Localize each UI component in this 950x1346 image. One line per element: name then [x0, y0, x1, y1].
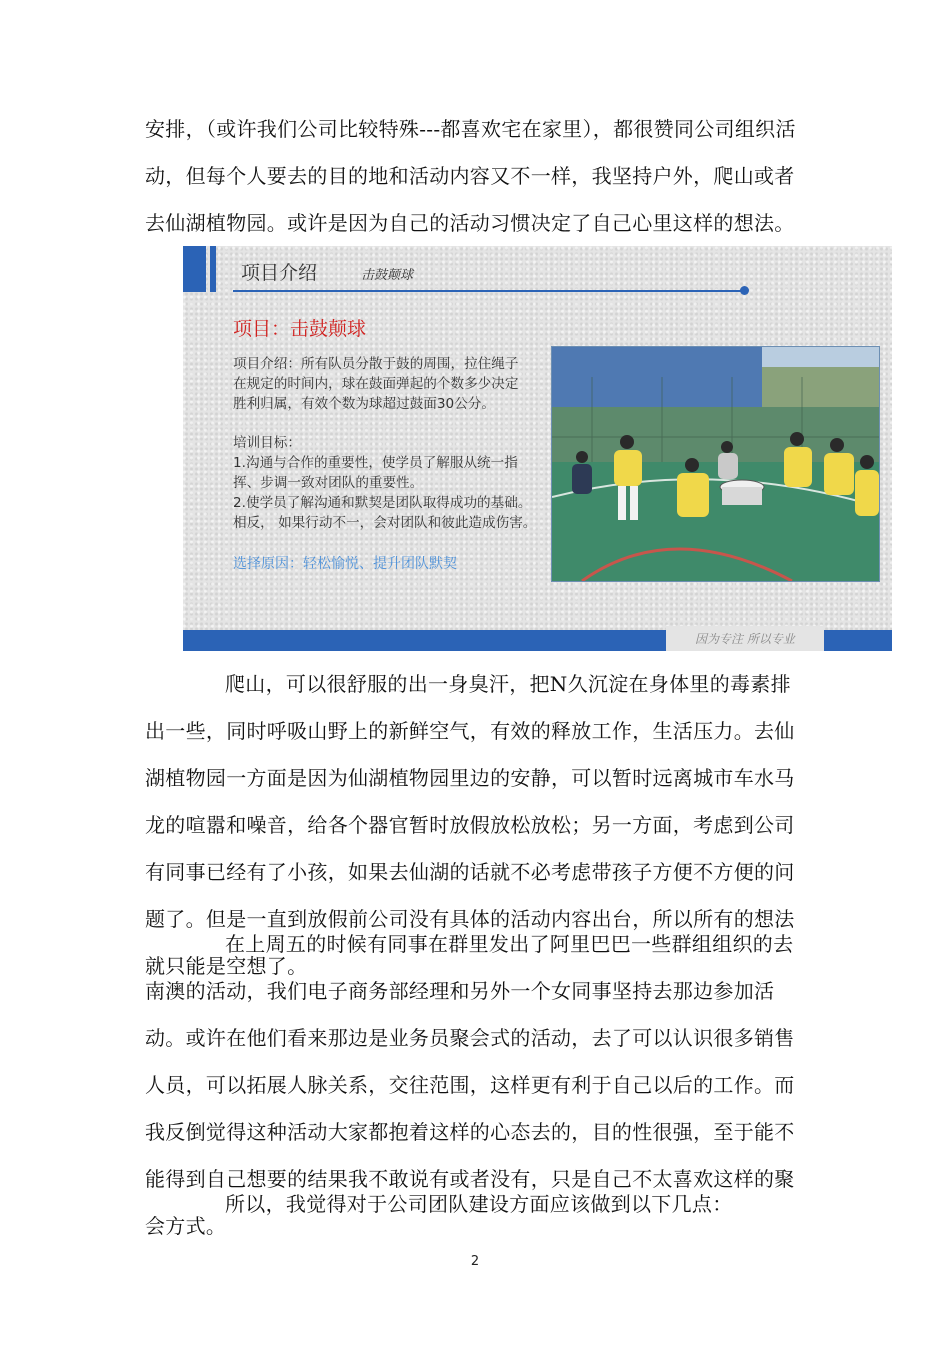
slide-description: 项目介绍：所有队员分散于鼓的周围，拉住绳子 在规定的时间内，球在鼓面弹起的个数多少决定 胜利归属，有效个数为球超过鼓面30公分。 — [233, 356, 519, 412]
team-activity-photo — [551, 346, 880, 582]
slide-header-rule — [233, 290, 746, 292]
slide-reason: 选择原因：轻松愉悦、提升团队默契 — [233, 556, 457, 572]
slide-header-subtitle: 击鼓颠球 — [361, 268, 414, 283]
paragraph-1: 安排，（或许我们公司比较特殊---都喜欢宅在家里），都很赞同公司组织活动，但每个人要去的目的地和活动内容又不一样，我坚持户外，爬山或者去仙湖植物园。或许是因为自己的活动习惯决定了自己心里这样的想法。 — [145, 117, 796, 235]
slide-footer-slogan: 因为专注 所以专业 — [695, 632, 795, 646]
embedded-slide-image — [183, 246, 892, 651]
slide-training-goals: 培训目标： 1.沟通与合作的重要性，使学员了解服从统一指 挥、步调一致对团队的重要性。 2.使学员了解沟通和默契是团队取得成功的基础。 相反， 如果行动不一，会对团队和彼此造成伤害。 — [233, 435, 537, 531]
page-number: 2 — [470, 1254, 480, 1269]
slide-accent-bar — [183, 246, 206, 292]
slide-header-title: 项目介绍 — [241, 262, 318, 284]
photo-illustration — [552, 347, 879, 581]
paragraph-2: 爬山，可以很舒服的出一身臭汗，把N久沉淀在身体里的毒素排出一些，同时呼吸山野上的新鲜空气，有效的释放工作，生活压力。去仙湖植物园一方面是因为仙湖植物园里边的安静，可以暂时远离城市车水马龙的喧嚣和噪音，给各个器官暂时放假放松放松；另一方面，考虑到公司有同事已经有了小孩，如果去仙湖的话就不必考虑带孩子方便不方便的问题了。但是一直到放假前公司没有具体的活动内容出台，所以所有的想法就只能是空想了。 — [145, 672, 795, 978]
slide-accent-bar-thin — [210, 246, 216, 292]
paragraph-4: 所以，我觉得对于公司团队建设方面应该做到以下几点： — [225, 1192, 733, 1216]
paragraph-3: 在上周五的时候有同事在群里发出了阿里巴巴一些群组组织的去南澳的活动，我们电子商务部经理和另外一个女同事坚持去那边参加活动。或许在他们看来那边是业务员聚会式的活动，去了可以认识很多销售人员，可以拓展人脉关系，交往范围，这样更有利于自己以后的工作。而我反倒觉得这种活动大家都抱着这样的心态去的，目的性很强，至于能不能得到自己想要的结果我不敢说有或者没有，只是自己不太喜欢这样的聚会方式。 — [145, 932, 795, 1238]
slide-project-title: 项目：击鼓颠球 — [233, 318, 367, 340]
slide-rule-dot — [740, 286, 749, 295]
